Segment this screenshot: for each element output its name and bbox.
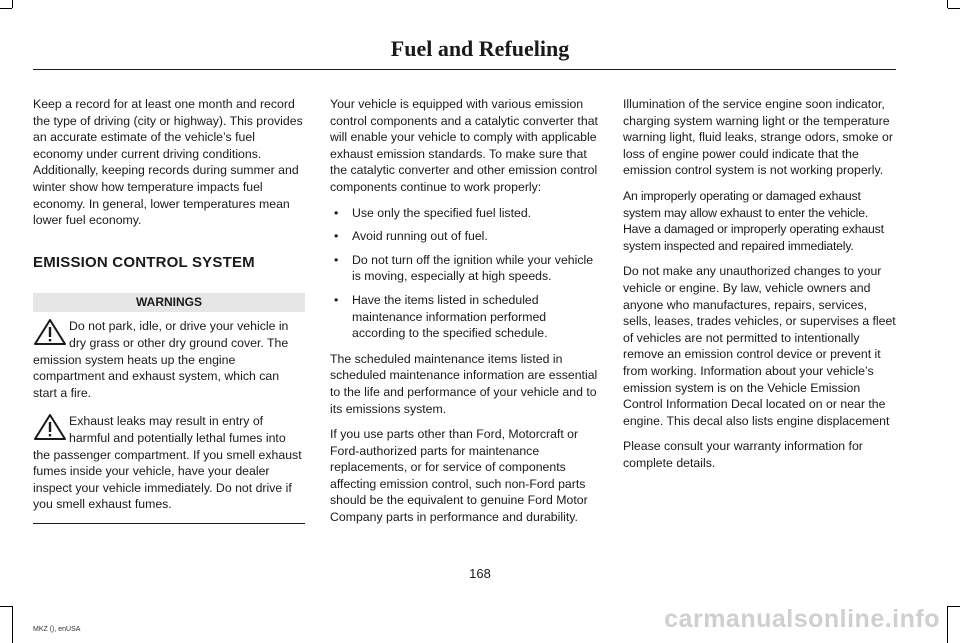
paragraph: The scheduled maintenance items listed in scheduled maintenance information are essential to the life and performance of your vehicle and to its emissions system. — [330, 351, 598, 416]
list-item-text: Use only the specified fuel listed. — [352, 205, 532, 220]
list-item-text: Do not turn off the ignition while your vehicle is moving, especially at high speeds. — [352, 252, 594, 284]
list-item — [330, 205, 602, 222]
crop-mark-bottom-right-v — [947, 606, 948, 643]
list-item-text: Avoid running out of fuel. — [352, 229, 488, 244]
crop-mark-bottom-left-h — [0, 606, 12, 607]
crop-mark-top-left-v — [12, 0, 13, 8]
list-item — [330, 292, 602, 342]
crop-mark-top-right-h — [948, 8, 960, 9]
warning-triangle-icon — [33, 413, 67, 441]
bullet-list — [330, 205, 602, 342]
bullet: • — [334, 292, 339, 307]
footer-code: MKZ (), enUSA — [33, 626, 81, 633]
paragraph: If you use parts other than Ford, Motorcraft or Ford-authorized parts for maintenance replacements, or for service of components affecting emission control, such non-Ford parts should be the equivalent to genuine Ford Motor Company parts in performance and durability. — [330, 427, 588, 525]
warnings-title: WARNINGS — [33, 293, 305, 312]
intro-paragraph: Keep a record for at least one month and record the type of driving (city or highway). This provides an accurate estimate of the vehicle’s fuel economy under current driving conditions. Additionally, keeping records during summer and winter show how temperature impacts fuel economy. In general, lower temperatures mean lower fuel economy. — [33, 97, 303, 228]
paragraph: Do not make any unauthorized changes to your vehicle or engine. By law, vehicle owners and anyone who manufactures, repairs, services, sells, leases, trades vehicles, or supervises a fleet of vehicles are not permitted to intentionally remove an emission control device or prevent it from working. Information about your vehicle’s emission system is on the Vehicle Emission Control Information Decal located on or near the engine. This decal also lists engine displacement — [623, 264, 896, 428]
section-heading: EMISSION CONTROL SYSTEM — [33, 253, 255, 271]
warning-triangle-icon — [33, 318, 67, 346]
paragraph: Illumination of the service engine soon indicator, charging system warning light or the temperature warning light, fluid leaks, strange odors, smoke or loss of engine power could indicate that the emission control system is not working properly. — [623, 97, 893, 178]
crop-mark-top-left-h — [0, 8, 12, 9]
column-3 — [623, 96, 896, 480]
page-title: Fuel and Refueling — [390, 36, 570, 61]
warning-text: Exhaust leaks may result in entry of harmful and potentially lethal fumes into the passenger compartment. If you smell exhaust fumes inside your vehicle, have your dealer inspect your vehicle immediately. Do not drive if you smell exhaust fumes. — [33, 414, 302, 512]
bullet: • — [334, 252, 339, 267]
crop-mark-bottom-right-h — [948, 606, 960, 607]
page-number: 168 — [469, 566, 491, 581]
paragraph: Please consult your warranty information for complete details. — [623, 439, 863, 470]
bullet: • — [334, 229, 339, 244]
crop-mark-top-right-v — [947, 0, 948, 8]
watermark: carmanualsonline.info — [664, 605, 940, 633]
list-item — [330, 252, 602, 285]
paragraph: Your vehicle is equipped with various emission control components and a catalytic converter that will enable your vehicle to comply with applicable exhaust emission standards. To make sure that the catalytic converter and other emission control components continue to work properly: — [330, 97, 598, 194]
paragraph: An improperly operating or damaged exhaust system may allow exhaust to enter the vehicle. Have a damaged or improperly operating exhaust system inspected and repaired immediately. — [623, 188, 884, 253]
list-item — [330, 228, 602, 245]
column-2 — [330, 96, 602, 535]
header-divider — [33, 69, 896, 70]
bullet: • — [334, 205, 339, 220]
warnings-box — [33, 293, 305, 524]
list-item-text: Have the items listed in scheduled maintenance information performed according to the specified schedule. — [352, 292, 548, 341]
warning-item — [33, 413, 305, 513]
warning-item — [33, 318, 305, 401]
crop-mark-bottom-left-v — [12, 606, 13, 643]
column-1 — [33, 96, 305, 524]
warning-text: Do not park, idle, or drive your vehicle in dry grass or other dry ground cover. The emission system heats up the engine compartment and exhaust system, which can start a fire. — [33, 319, 289, 400]
